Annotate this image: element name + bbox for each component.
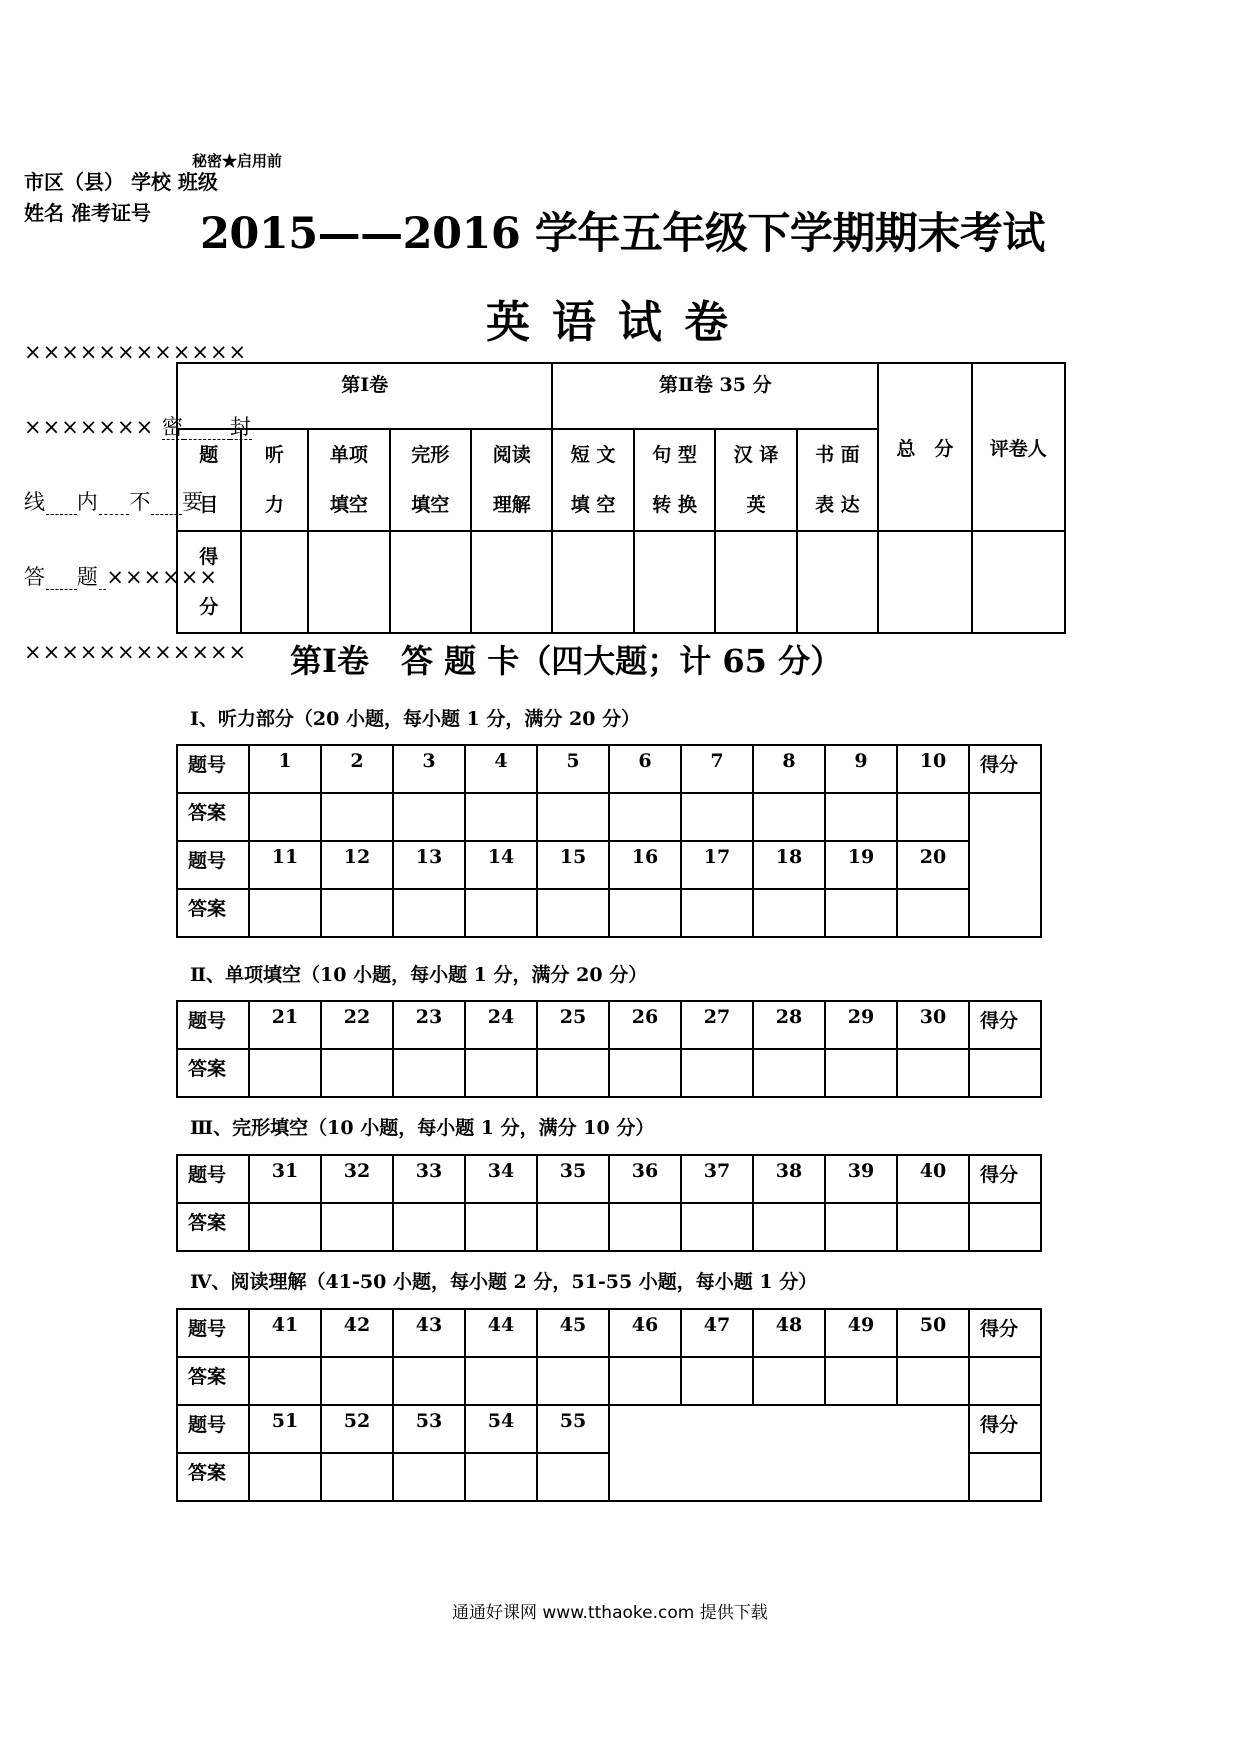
answer-cell[interactable]: [897, 1203, 969, 1251]
q-num: 34: [465, 1155, 537, 1203]
q-num: 39: [825, 1155, 897, 1203]
score-header: 得分: [969, 1155, 1041, 1203]
answer-cell[interactable]: [609, 1049, 681, 1097]
q-num: 27: [681, 1001, 753, 1049]
q-label: 题号: [177, 745, 249, 793]
answer-cell[interactable]: [393, 793, 465, 841]
total-header: 总 分: [878, 363, 971, 531]
answer-cell[interactable]: [897, 889, 969, 937]
q-num: 42: [321, 1309, 393, 1357]
seal-char: 线: [24, 490, 46, 514]
q-label: 题号: [177, 1001, 249, 1049]
answer-cell[interactable]: [321, 1453, 393, 1501]
answer-cell[interactable]: [249, 1453, 321, 1501]
score-table: [176, 362, 1066, 634]
seal-char: 答: [24, 565, 46, 589]
answer-table-1: [176, 744, 1042, 938]
q-num: 23: [393, 1001, 465, 1049]
grader-header: 评卷人: [972, 363, 1065, 531]
q-num: 15: [537, 841, 609, 889]
answer-cell[interactable]: [753, 889, 825, 937]
col-cloze: 完形 填空: [390, 429, 471, 531]
answer-cell[interactable]: [465, 793, 537, 841]
exam-subtitle: 英语试卷: [486, 297, 750, 348]
answer-cell[interactable]: [393, 1049, 465, 1097]
q-num: 21: [249, 1001, 321, 1049]
answer-table-4: [176, 1308, 1042, 1502]
answer-cell[interactable]: [465, 1453, 537, 1501]
q-num: 6: [609, 745, 681, 793]
score-cell[interactable]: [552, 531, 633, 633]
score-header: 得分: [969, 1309, 1041, 1357]
q-num: 7: [681, 745, 753, 793]
answer-cell[interactable]: [825, 1203, 897, 1251]
q-num: 4: [465, 745, 537, 793]
section-3-label: Ⅲ、完形填空（10 小题，每小题 1 分，满分 10 分）: [190, 1117, 655, 1139]
answer-cell[interactable]: [825, 889, 897, 937]
answer-cell[interactable]: [249, 1049, 321, 1097]
seal-row-5: ××××××××××××: [24, 640, 248, 664]
q-label: 题号: [177, 1309, 249, 1357]
q-num: 48: [753, 1309, 825, 1357]
seal-cross: ××××××: [106, 565, 218, 589]
seal-char: 题: [76, 565, 99, 589]
secret-mark: 秘密★启用前: [192, 152, 283, 170]
q-num: 2: [321, 745, 393, 793]
q-num: 50: [897, 1309, 969, 1357]
q-num: 20: [897, 841, 969, 889]
item-label: 题 目: [177, 429, 241, 531]
part-2-header: 第Ⅱ卷 35 分: [552, 363, 878, 429]
score-cell[interactable]: [634, 531, 715, 633]
q-num: 1: [249, 745, 321, 793]
score-cell[interactable]: [797, 531, 878, 633]
q-num: 29: [825, 1001, 897, 1049]
answer-cell[interactable]: [681, 793, 753, 841]
q-num: 53: [393, 1405, 465, 1453]
q-num: 13: [393, 841, 465, 889]
q-num: 52: [321, 1405, 393, 1453]
q-num: 33: [393, 1155, 465, 1203]
score-cell[interactable]: [969, 1357, 1041, 1405]
score-header: 得分: [969, 1001, 1041, 1049]
answer-cell[interactable]: [753, 793, 825, 841]
answer-cell[interactable]: [609, 889, 681, 937]
header-line-1: 市区（县） 学校 班级: [24, 170, 218, 194]
score-cell[interactable]: [878, 531, 971, 633]
q-num: 47: [681, 1309, 753, 1357]
a-label: 答案: [177, 793, 249, 841]
answer-cell[interactable]: [681, 1049, 753, 1097]
answer-cell[interactable]: [321, 793, 393, 841]
q-label: 题号: [177, 1155, 249, 1203]
col-listening: 听 力: [241, 429, 309, 531]
answer-cell[interactable]: [465, 889, 537, 937]
col-writing: 书 面 表 达: [797, 429, 878, 531]
answer-cell[interactable]: [897, 1357, 969, 1405]
answer-cell[interactable]: [681, 1357, 753, 1405]
answer-cell[interactable]: [537, 1453, 609, 1501]
q-num: 35: [537, 1155, 609, 1203]
q-num: 38: [753, 1155, 825, 1203]
q-num: 45: [537, 1309, 609, 1357]
score-cell[interactable]: [390, 531, 471, 633]
score-cell[interactable]: [471, 531, 552, 633]
answer-cell[interactable]: [537, 1357, 609, 1405]
q-num: 28: [753, 1001, 825, 1049]
q-num: 9: [825, 745, 897, 793]
answer-cell[interactable]: [321, 1049, 393, 1097]
score-cell[interactable]: [308, 531, 389, 633]
exam-title: 2015——2016 学年五年级下学期期末考试: [200, 209, 1045, 259]
score-cell[interactable]: [969, 1049, 1041, 1097]
q-num: 11: [249, 841, 321, 889]
q-num: 17: [681, 841, 753, 889]
q-num: 18: [753, 841, 825, 889]
q-num: 41: [249, 1309, 321, 1357]
answer-table-3: [176, 1154, 1042, 1252]
section-2-label: Ⅱ、单项填空（10 小题，每小题 1 分，满分 20 分）: [190, 964, 648, 986]
answer-cell[interactable]: [825, 1357, 897, 1405]
answer-cell[interactable]: [321, 889, 393, 937]
answer-table-2: [176, 1000, 1042, 1098]
seal-char: 封: [229, 415, 252, 439]
score-cell[interactable]: [241, 531, 309, 633]
a-label: 答案: [177, 889, 249, 937]
header-line-2: 姓名 准考证号: [24, 201, 151, 225]
answer-cell[interactable]: [753, 1203, 825, 1251]
q-num: 30: [897, 1001, 969, 1049]
q-num: 24: [465, 1001, 537, 1049]
answer-cell[interactable]: [753, 1357, 825, 1405]
col-single-choice: 单项 填空: [308, 429, 389, 531]
answer-cell[interactable]: [321, 1203, 393, 1251]
answer-cell[interactable]: [321, 1357, 393, 1405]
answer-cell[interactable]: [249, 793, 321, 841]
q-label: 题号: [177, 1405, 249, 1453]
seal-char: 密: [161, 415, 184, 439]
answer-cell[interactable]: [609, 1357, 681, 1405]
footer-text: 通通好课网 www.tthaoke.com 提供下载: [452, 1603, 768, 1623]
a-label: 答案: [177, 1049, 249, 1097]
q-num: 5: [537, 745, 609, 793]
q-num: 36: [609, 1155, 681, 1203]
seal-char: 不: [129, 490, 152, 514]
q-num: 19: [825, 841, 897, 889]
score-cell[interactable]: [715, 531, 796, 633]
q-num: 10: [897, 745, 969, 793]
a-label: 答案: [177, 1357, 249, 1405]
q-num: 3: [393, 745, 465, 793]
q-num: 46: [609, 1309, 681, 1357]
answer-cell[interactable]: [753, 1049, 825, 1097]
q-num: 40: [897, 1155, 969, 1203]
q-num: 37: [681, 1155, 753, 1203]
q-num: 32: [321, 1155, 393, 1203]
col-passage-fill: 短 文 填 空: [552, 429, 633, 531]
answer-cell[interactable]: [465, 1203, 537, 1251]
score-cell[interactable]: [969, 1453, 1041, 1501]
answer-cell[interactable]: [249, 1357, 321, 1405]
answer-cell[interactable]: [465, 1357, 537, 1405]
q-label: 题号: [177, 841, 249, 889]
answer-card-title: 第Ⅰ卷 答 题 卡（四大题；计 65 分）: [290, 642, 843, 680]
q-num: 51: [249, 1405, 321, 1453]
q-num: 49: [825, 1309, 897, 1357]
q-num: 8: [753, 745, 825, 793]
answer-cell[interactable]: [393, 1203, 465, 1251]
answer-cell[interactable]: [249, 889, 321, 937]
q-num: 54: [465, 1405, 537, 1453]
answer-cell[interactable]: [825, 1049, 897, 1097]
answer-cell[interactable]: [681, 889, 753, 937]
q-num: 26: [609, 1001, 681, 1049]
score-cell[interactable]: [972, 531, 1065, 633]
part-1-header: 第Ⅰ卷: [177, 363, 552, 429]
answer-cell[interactable]: [537, 1203, 609, 1251]
q-num: 31: [249, 1155, 321, 1203]
seal-char: 内: [76, 490, 99, 514]
q-num: 16: [609, 841, 681, 889]
answer-cell[interactable]: [393, 1357, 465, 1405]
answer-cell[interactable]: [825, 793, 897, 841]
a-label: 答案: [177, 1203, 249, 1251]
col-sentence-transform: 句 型 转 换: [634, 429, 715, 531]
answer-cell[interactable]: [249, 1203, 321, 1251]
answer-cell[interactable]: [609, 793, 681, 841]
score-header: 得分: [969, 745, 1041, 793]
blank-area: [609, 1405, 969, 1501]
score-label: 得 分: [177, 531, 241, 633]
answer-cell[interactable]: [681, 1203, 753, 1251]
q-num: 14: [465, 841, 537, 889]
q-num: 55: [537, 1405, 609, 1453]
answer-cell[interactable]: [609, 1203, 681, 1251]
seal-cross: ×××××××: [24, 415, 155, 439]
score-header: 得分: [969, 1405, 1041, 1453]
score-cell[interactable]: [969, 793, 1041, 937]
answer-cell[interactable]: [393, 889, 465, 937]
q-num: 22: [321, 1001, 393, 1049]
q-num: 12: [321, 841, 393, 889]
answer-cell[interactable]: [537, 1049, 609, 1097]
a-label: 答案: [177, 1453, 249, 1501]
col-translation: 汉 译 英: [715, 429, 796, 531]
answer-cell[interactable]: [897, 793, 969, 841]
q-num: 43: [393, 1309, 465, 1357]
answer-cell[interactable]: [393, 1453, 465, 1501]
seal-row-1: ××××××××××××: [24, 340, 248, 364]
q-num: 25: [537, 1001, 609, 1049]
seal-char: 要: [182, 490, 205, 514]
answer-cell[interactable]: [537, 793, 609, 841]
q-num: 44: [465, 1309, 537, 1357]
col-reading: 阅读 理解: [471, 429, 552, 531]
section-1-label: Ⅰ、听力部分（20 小题，每小题 1 分，满分 20 分）: [190, 708, 641, 730]
section-4-label: Ⅳ、阅读理解（41-50 小题，每小题 2 分，51-55 小题，每小题 1 分）: [190, 1271, 818, 1293]
answer-cell[interactable]: [897, 1049, 969, 1097]
answer-cell[interactable]: [465, 1049, 537, 1097]
score-cell[interactable]: [969, 1203, 1041, 1251]
answer-cell[interactable]: [537, 889, 609, 937]
